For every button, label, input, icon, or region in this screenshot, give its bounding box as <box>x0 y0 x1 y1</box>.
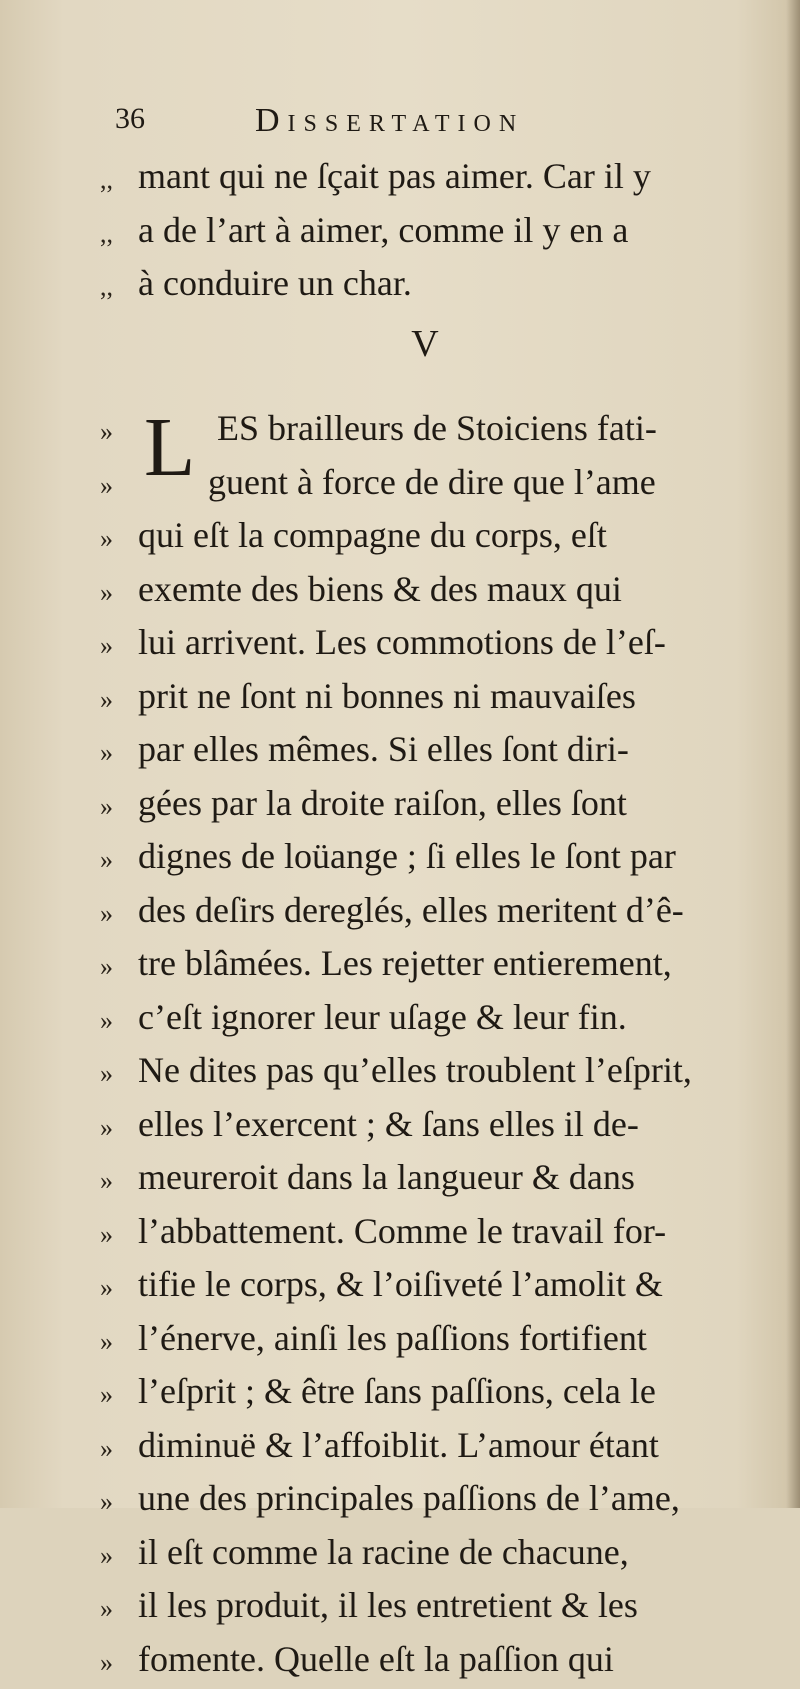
quote-mark: » <box>100 940 138 994</box>
text-line <box>100 670 780 724</box>
line-text: lui arrivent. Les commotions de l’eſ- <box>138 616 666 670</box>
text-line <box>100 150 780 204</box>
quote-mark: » <box>100 1636 138 1689</box>
quote-mark: » <box>100 619 138 673</box>
text-line <box>100 509 780 563</box>
intro-paragraph <box>100 150 780 311</box>
quote-mark: » <box>100 1101 138 1155</box>
quote-mark: » <box>100 780 138 834</box>
section-heading: V <box>0 322 800 366</box>
line-text: tre blâmées. Les rejetter entierement, <box>138 937 672 991</box>
line-text: guent à force de dire que l’ame <box>138 456 656 510</box>
line-text: meureroit dans la langueur & dans <box>138 1151 635 1205</box>
text-line <box>100 991 780 1045</box>
quote-mark: » <box>100 833 138 887</box>
line-text: des deſirs dereglés, elles meritent d’ê- <box>138 884 684 938</box>
line-text: l’abbattement. Comme le travail for- <box>138 1205 666 1259</box>
text-line <box>100 1633 780 1687</box>
text-line <box>100 402 780 456</box>
quote-mark: » <box>100 1368 138 1422</box>
page-number: 36 <box>115 102 145 136</box>
running-title: Dissertation <box>255 102 524 140</box>
line-text: exemte des biens & des maux qui <box>138 563 622 617</box>
text-line <box>100 1526 780 1580</box>
line-text: l’eſprit ; & être ſans paſſions, cela le <box>138 1365 656 1419</box>
line-text: c’eſt ignorer leur uſage & leur fin. <box>138 991 627 1045</box>
text-line <box>100 723 780 777</box>
line-text: il les produit, il les entretient & les <box>138 1579 638 1633</box>
quote-mark: » <box>100 1422 138 1476</box>
quote-mark: » <box>100 726 138 780</box>
quote-mark: » <box>100 1047 138 1101</box>
quote-mark: » <box>100 1475 138 1529</box>
quote-mark: » <box>100 512 138 566</box>
text-line <box>100 1258 780 1312</box>
text-line <box>100 1044 780 1098</box>
text-line <box>100 257 780 311</box>
text-line <box>100 616 780 670</box>
quote-mark: » <box>100 1154 138 1208</box>
text-line <box>100 1472 780 1526</box>
line-text: a de l’art à aimer, comme il y en a <box>138 204 628 258</box>
line-text: qui eſt la compagne du corps, eſt <box>138 509 607 563</box>
quote-mark: » <box>100 405 138 459</box>
quote-mark: » <box>100 1261 138 1315</box>
line-text: tifie le corps, & l’oiſiveté l’amolit & <box>138 1258 663 1312</box>
text-line <box>100 563 780 617</box>
line-text: mant qui ne ſçait pas aimer. Car il y <box>138 150 651 204</box>
line-text: elles l’exercent ; & ſans elles il de- <box>138 1098 639 1152</box>
text-line <box>100 830 780 884</box>
text-line <box>100 937 780 991</box>
line-text: ES brailleurs de Stoiciens fati- <box>147 402 657 456</box>
quote-mark: » <box>100 673 138 727</box>
line-text: prit ne ſont ni bonnes ni mauvaiſes <box>138 670 636 724</box>
text-line <box>100 1205 780 1259</box>
text-line <box>100 1365 780 1419</box>
line-text: il eſt comme la racine de chacune, <box>138 1526 629 1580</box>
page-header <box>115 102 675 152</box>
quote-mark: » <box>100 1529 138 1583</box>
line-text: à conduire un char. <box>138 257 412 311</box>
quote-mark: ,, <box>100 260 138 314</box>
line-text: une des principales paſſions de l’ame, <box>138 1472 680 1526</box>
drop-cap-initial: L <box>144 406 195 490</box>
quote-mark: » <box>100 566 138 620</box>
line-text: l’énerve, ainſi les paſſions fortifient <box>138 1312 647 1366</box>
text-line <box>100 456 780 510</box>
text-line <box>100 884 780 938</box>
line-text: diminuë & l’affoiblit. L’amour étant <box>138 1419 659 1473</box>
line-text: Ne dites pas qu’elles troublent l’eſprit, <box>138 1044 692 1098</box>
line-text: fomente. Quelle eſt la paſſion qui <box>138 1633 614 1687</box>
section-paragraph <box>100 402 780 1686</box>
text-line <box>100 204 780 258</box>
line-text: dignes de loüange ; ſi elles le ſont par <box>138 830 676 884</box>
text-line <box>100 1151 780 1205</box>
quote-mark: » <box>100 1315 138 1369</box>
page-edge-shadow <box>786 0 800 1508</box>
quote-mark: » <box>100 887 138 941</box>
text-line <box>100 1312 780 1366</box>
quote-mark: » <box>100 1208 138 1262</box>
quote-mark: ,, <box>100 207 138 261</box>
body-lines <box>100 509 780 1686</box>
text-line <box>100 777 780 831</box>
text-line <box>100 1098 780 1152</box>
quote-mark: » <box>100 1582 138 1636</box>
line-text: gées par la droite raiſon, elles ſont <box>138 777 627 831</box>
text-line <box>100 1579 780 1633</box>
text-line <box>100 1419 780 1473</box>
line-text: par elles mêmes. Si elles ſont diri- <box>138 723 629 777</box>
quote-mark: » <box>100 459 138 513</box>
quote-mark: ,, <box>100 153 138 207</box>
quote-mark: » <box>100 994 138 1048</box>
